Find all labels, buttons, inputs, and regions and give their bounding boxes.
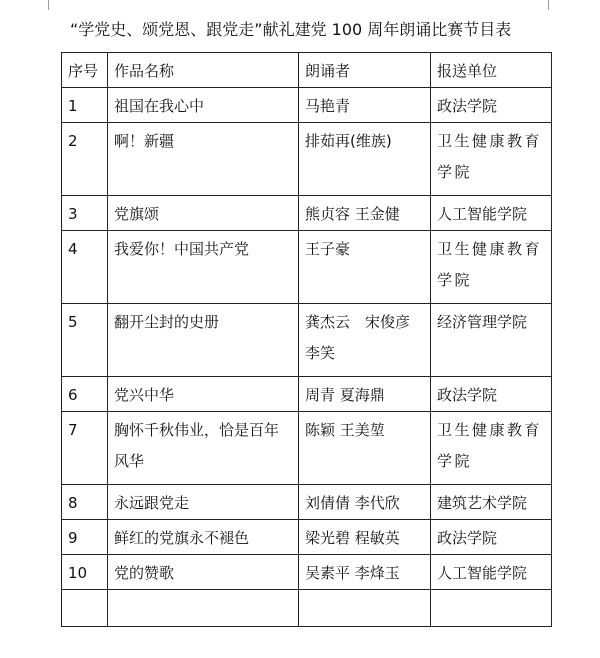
cell-reader: 刘倩倩 李代欣: [299, 485, 431, 520]
cell-reader: 周青 夏海鼎: [299, 377, 431, 412]
table-row: [62, 231, 552, 304]
table-row: [62, 304, 552, 377]
table-header-row: [62, 53, 552, 88]
cell-no: 2: [62, 123, 108, 196]
cell-unit: 卫生健康教育学院: [431, 412, 552, 485]
cell-title: 胸怀千秋伟业，恰是百年风华: [108, 412, 299, 485]
cell-unit: 政法学院: [431, 88, 552, 123]
table-row-empty: [62, 590, 552, 627]
cell-title: 啊！新疆: [108, 123, 299, 196]
cell-reader: 陈颖 王美堃: [299, 412, 431, 485]
cell-no: 1: [62, 88, 108, 123]
cell-title: 鲜红的党旗永不褪色: [108, 520, 299, 555]
cell-no: 7: [62, 412, 108, 485]
cell-reader: 吴素平 李烽玉: [299, 555, 431, 590]
cell-no: 9: [62, 520, 108, 555]
header-reader: 朗诵者: [299, 53, 431, 88]
cell-reader: 马艳青: [299, 88, 431, 123]
table-row: [62, 123, 552, 196]
cell-title: 永远跟党走: [108, 485, 299, 520]
cell-no: 10: [62, 555, 108, 590]
cell-title: 党的赞歌: [108, 555, 299, 590]
header-no: 序号: [62, 53, 108, 88]
cell-unit: 人工智能学院: [431, 196, 552, 231]
cell-title: 翻开尘封的史册: [108, 304, 299, 377]
cell-empty: [299, 590, 431, 627]
page-corner-mark-right: [548, 0, 549, 10]
table-row: [62, 88, 552, 123]
table-row: [62, 485, 552, 520]
program-table: [61, 52, 552, 627]
cell-no: 6: [62, 377, 108, 412]
cell-title: 党兴中华: [108, 377, 299, 412]
table-row: [62, 196, 552, 231]
table-row: [62, 377, 552, 412]
cell-unit: 经济管理学院: [431, 304, 552, 377]
header-unit: 报送单位: [431, 53, 552, 88]
cell-unit: 卫生健康教育学院: [431, 231, 552, 304]
cell-unit: 建筑艺术学院: [431, 485, 552, 520]
cell-reader: 王子豪: [299, 231, 431, 304]
cell-no: 8: [62, 485, 108, 520]
cell-no: 5: [62, 304, 108, 377]
cell-title: 党旗颂: [108, 196, 299, 231]
cell-reader: 熊贞容 王金健: [299, 196, 431, 231]
cell-empty: [108, 590, 299, 627]
cell-title: 我爱你！中国共产党: [108, 231, 299, 304]
cell-unit: 政法学院: [431, 520, 552, 555]
cell-title: 祖国在我心中: [108, 88, 299, 123]
cell-unit: 人工智能学院: [431, 555, 552, 590]
cell-reader: 梁光碧 程敏英: [299, 520, 431, 555]
cell-no: 4: [62, 231, 108, 304]
table-row: [62, 520, 552, 555]
document-title: “学党史、颂党恩、跟党走”献礼建党 100 周年朗诵比赛节目表: [70, 20, 512, 39]
cell-unit: 卫生健康教育学院: [431, 123, 552, 196]
table-row: [62, 412, 552, 485]
table-row: [62, 555, 552, 590]
page-corner-mark-left: [48, 0, 49, 10]
cell-empty: [62, 590, 108, 627]
header-title: 作品名称: [108, 53, 299, 88]
cell-reader: 龚杰云 宋俊彦李笑: [299, 304, 431, 377]
cell-no: 3: [62, 196, 108, 231]
cell-unit: 政法学院: [431, 377, 552, 412]
cell-reader: 排茹再(维族): [299, 123, 431, 196]
cell-empty: [431, 590, 552, 627]
